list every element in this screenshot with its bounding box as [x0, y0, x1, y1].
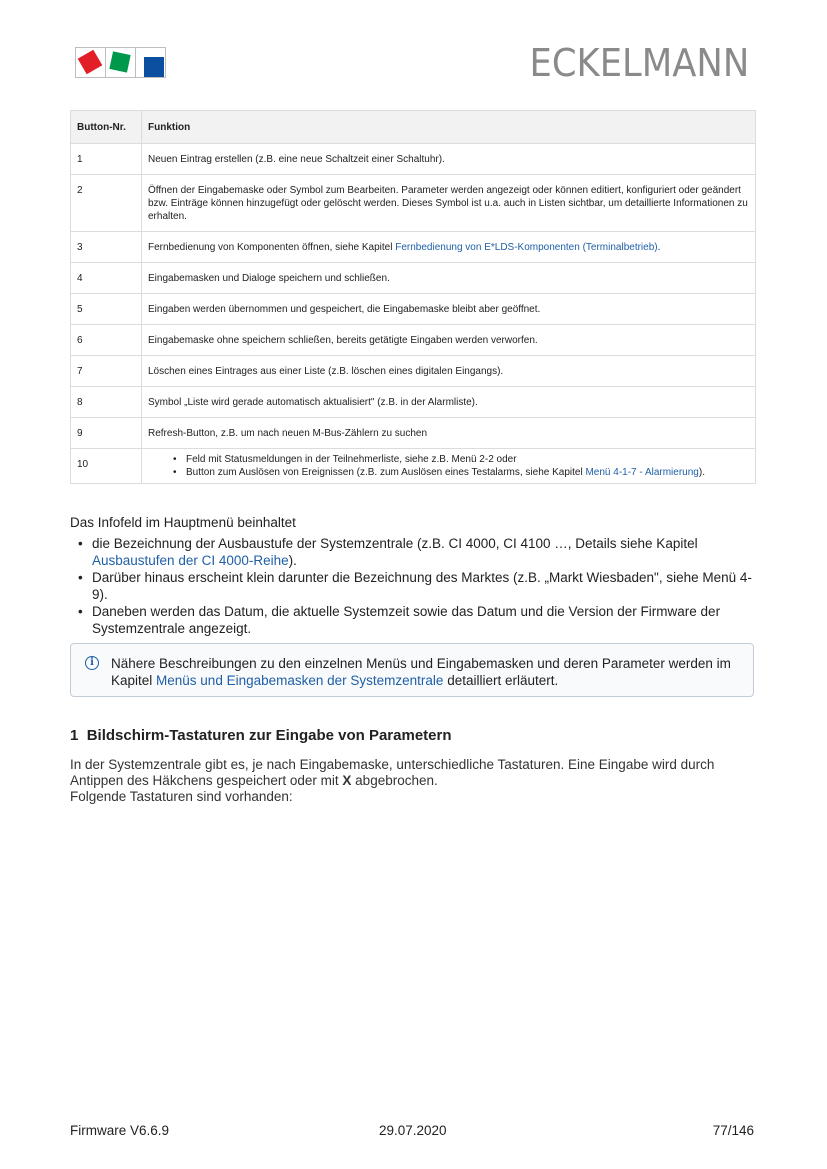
button-nr-cell: 6 — [71, 325, 142, 356]
brand-wordmark: ECKELMANN — [529, 41, 749, 85]
paragraph-bold-x: X — [342, 773, 352, 788]
paragraph-text: In der Systemzentrale gibt es, je nach Eingabemaske, unterschiedliche Tastaturen. Eine Eingabe wird durch Antippen des Häkchens gespeichert oder mit — [70, 757, 715, 788]
infofeld-intro: Das Infofeld im Hauptmenü beinhaltet — [70, 515, 296, 530]
logo-box-2 — [106, 48, 136, 77]
logo-box-3 — [136, 48, 165, 77]
item-text-after: ). — [288, 553, 297, 568]
list-item: • Darüber hinaus erscheint klein darunter die Bezeichnung des Marktes (z.B. „Markt Wiesbaden", siehe Menü 4-9). — [92, 569, 760, 603]
section-body — [70, 757, 760, 805]
note-text-after: detailliert erläutert. — [443, 673, 559, 688]
function-cell: Eingabemasken und Dialoge speichern und schließen. — [142, 263, 756, 294]
red-diamond-icon — [78, 50, 103, 75]
function-text: Fernbedienung von Komponenten öffnen, siehe Kapitel — [148, 242, 396, 253]
table-row — [71, 356, 756, 387]
function-cell: Neuen Eintrag erstellen (z.B. eine neue Schaltzeit einer Schaltuhr). — [142, 144, 756, 175]
column-header-funktion: Funktion — [142, 111, 756, 144]
button-function-table — [70, 110, 756, 484]
button-nr-cell: 4 — [71, 263, 142, 294]
function-cell: Symbol „Liste wird gerade automatisch aktualisiert" (z.B. in der Alarmliste). — [142, 387, 756, 418]
infofeld-section — [70, 514, 760, 637]
footer-page-number: 77/146 — [712, 1123, 754, 1138]
function-cell — [142, 449, 756, 484]
footer-firmware-version: Firmware V6.6.9 — [70, 1123, 170, 1138]
section-heading — [70, 727, 452, 744]
list-item — [186, 466, 749, 479]
button-nr-cell: 10 — [71, 449, 142, 484]
green-square-icon — [109, 51, 130, 72]
column-header-button-nr: Button-Nr. — [71, 111, 142, 144]
function-cell — [142, 232, 756, 263]
table-row — [71, 449, 756, 484]
bullet-text: Button zum Auslösen von Ereignissen (z.B. zum Auslösen eines Testalarms, siehe Kapitel — [186, 467, 586, 478]
table-row — [71, 175, 756, 232]
button-nr-cell: 2 — [71, 175, 142, 232]
function-bullet-list — [148, 453, 749, 479]
function-cell: Eingabemaske ohne speichern schließen, bereits getätigte Eingaben werden verworfen. — [142, 325, 756, 356]
bullet-text-after: ). — [698, 467, 705, 478]
table-row — [71, 325, 756, 356]
button-nr-cell: 9 — [71, 418, 142, 449]
link-menu-4-1-7[interactable]: Menü 4-1-7 - Alarmierung — [585, 467, 699, 478]
logo-box-1 — [76, 48, 106, 77]
table-row — [71, 232, 756, 263]
table-row — [71, 263, 756, 294]
section-paragraph — [70, 757, 760, 789]
function-cell: Löschen eines Eintrages aus einer Liste (z.B. löschen eines digitalen Eingangs). — [142, 356, 756, 387]
info-icon: i — [85, 656, 99, 670]
paragraph-text-after: abgebrochen. — [351, 773, 438, 788]
function-cell: Öffnen der Eingabemaske oder Symbol zum Bearbeiten. Parameter werden angezeigt oder können editiert, konfiguriert oder geändert bzw. Einträge können hinzugefügt oder gelöscht werden. Dieses Symbol ist u.a. auch in Listen sichtbar, um detaillierte Informationen zu erhalten. — [142, 175, 756, 232]
section-paragraph-2: Folgende Tastaturen sind vorhanden: — [70, 789, 293, 804]
button-nr-cell: 1 — [71, 144, 142, 175]
infofeld-list — [70, 535, 760, 637]
button-nr-cell: 3 — [71, 232, 142, 263]
company-logo — [75, 47, 166, 78]
table-row — [71, 418, 756, 449]
link-ausbaustufen[interactable]: Ausbaustufen der CI 4000-Reihe — [92, 553, 289, 568]
table-row — [71, 387, 756, 418]
list-item — [92, 535, 760, 569]
list-item: • Daneben werden das Datum, die aktuelle Systemzeit sowie das Datum und die Version der Firmware der Systemzentrale angezeigt. — [92, 603, 760, 637]
table-row — [71, 294, 756, 325]
item-text: die Bezeichnung der Ausbaustufe der Systemzentrale (z.B. CI 4000, CI 4100 …, Details siehe Kapitel — [92, 536, 698, 551]
note-text: Nähere Beschreibungen zu den einzelnen Menüs und Eingabemasken und deren Parameter werden im Kapitel — [111, 656, 731, 688]
button-nr-cell: 5 — [71, 294, 142, 325]
function-cell: Refresh-Button, z.B. um nach neuen M-Bus-Zählern zu suchen — [142, 418, 756, 449]
table-header-row — [71, 111, 756, 144]
button-nr-cell: 7 — [71, 356, 142, 387]
info-note-box — [70, 643, 754, 697]
link-menues-eingabemasken[interactable]: Menüs und Eingabemasken der Systemzentrale — [156, 673, 444, 688]
section-number: 1 — [70, 727, 79, 744]
table-row — [71, 144, 756, 175]
blue-square-icon — [144, 57, 164, 77]
section-title: Bildschirm-Tastaturen zur Eingabe von Parametern — [86, 727, 452, 744]
list-item: • Feld mit Statusmeldungen in der Teilnehmerliste, siehe z.B. Menü 2-2 oder — [186, 453, 749, 466]
button-nr-cell: 8 — [71, 387, 142, 418]
function-text-after: . — [657, 242, 661, 253]
function-cell: Eingaben werden übernommen und gespeichert, die Eingabemaske bleibt aber geöffnet. — [142, 294, 756, 325]
link-fernbedienung[interactable]: Fernbedienung von E*LDS-Komponenten (Terminalbetrieb) — [395, 242, 658, 253]
footer-date: 29.07.2020 — [379, 1123, 447, 1138]
